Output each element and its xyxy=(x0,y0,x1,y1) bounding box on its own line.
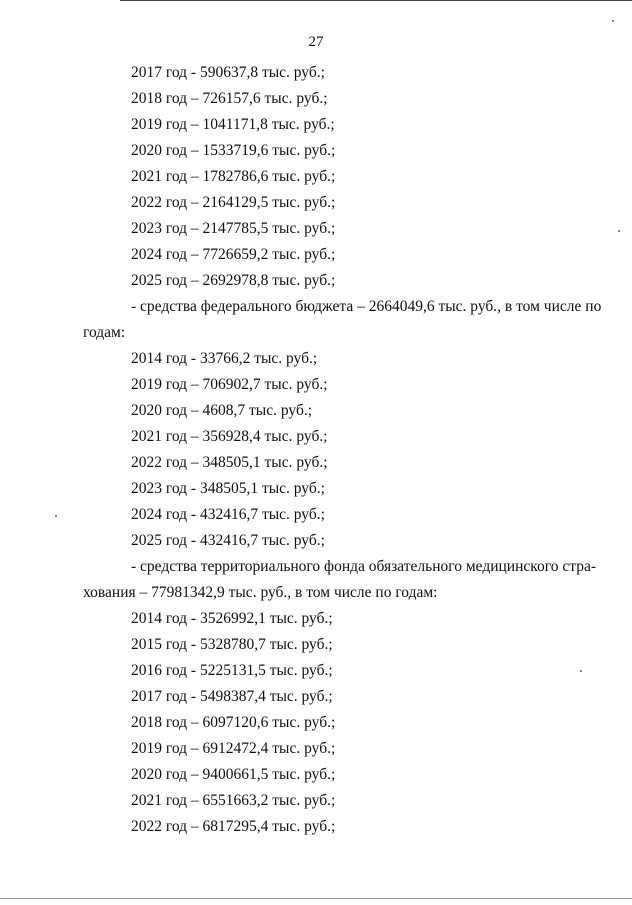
list-item: 2020 год – 4608,7 тыс. руб.; xyxy=(131,402,313,419)
page-number: 27 xyxy=(308,34,324,50)
scan-speck xyxy=(55,515,57,517)
list-item: 2018 год – 6097120,6 тыс. руб.; xyxy=(131,714,336,731)
federal-intro-line1: - средства федерального бюджета – 2664049,6 тыс. руб., в том числе по xyxy=(131,298,602,315)
list-item: 2018 год – 726157,6 тыс. руб.; xyxy=(131,90,328,107)
list-item: 2021 год – 1782786,6 тыс. руб.; xyxy=(131,168,336,185)
list-item: 2020 год – 9400661,5 тыс. руб.; xyxy=(131,766,336,783)
list-item: 2021 год – 6551663,2 тыс. руб.; xyxy=(131,792,336,809)
list-item: 2023 год – 2147785,5 тыс. руб.; xyxy=(131,220,336,237)
list-item: 2014 год - 3526992,1 тыс. руб.; xyxy=(131,610,333,627)
scan-speck xyxy=(612,20,614,22)
list-item: 2024 год - 432416,7 тыс. руб.; xyxy=(131,506,325,523)
top-scan-edge xyxy=(120,0,632,1)
list-item: 2024 год – 7726659,2 тыс. руб.; xyxy=(131,246,336,263)
list-item: 2015 год - 5328780,7 тыс. руб.; xyxy=(131,636,333,653)
list-item: 2019 год – 1041171,8 тыс. руб.; xyxy=(131,116,335,133)
list-item: 2019 год – 706902,7 тыс. руб.; xyxy=(131,376,328,393)
list-item: 2020 год – 1533719,6 тыс. руб.; xyxy=(131,142,336,159)
list-item: 2019 год – 6912472,4 тыс. руб.; xyxy=(131,740,336,757)
oms-intro-line1: - средства территориального фонда обязательного медицинского стра- xyxy=(131,558,596,575)
oms-intro-line2: хования – 77981342,9 тыс. руб., в том числе по годам: xyxy=(83,584,438,601)
federal-intro-line2: годам: xyxy=(83,324,126,341)
list-item: 2022 год – 6817295,4 тыс. руб.; xyxy=(131,818,336,835)
list-item: 2017 год - 590637,8 тыс. руб.; xyxy=(131,64,325,81)
list-item: 2023 год - 348505,1 тыс. руб.; xyxy=(131,480,325,497)
list-item: 2016 год - 5225131,5 тыс. руб.; xyxy=(131,662,333,679)
scan-speck xyxy=(618,230,620,232)
list-item: 2025 год - 432416,7 тыс. руб.; xyxy=(131,532,325,549)
list-item: 2022 год – 348505,1 тыс. руб.; xyxy=(131,454,328,471)
bottom-scan-edge xyxy=(0,898,632,899)
scan-speck xyxy=(580,670,582,672)
list-item: 2017 год - 5498387,4 тыс. руб.; xyxy=(131,688,333,705)
list-item: 2021 год – 356928,4 тыс. руб.; xyxy=(131,428,328,445)
list-item: 2022 год – 2164129,5 тыс. руб.; xyxy=(131,194,336,211)
list-item: 2014 год - 33766,2 тыс. руб.; xyxy=(131,350,318,367)
list-item: 2025 год – 2692978,8 тыс. руб.; xyxy=(131,272,336,289)
